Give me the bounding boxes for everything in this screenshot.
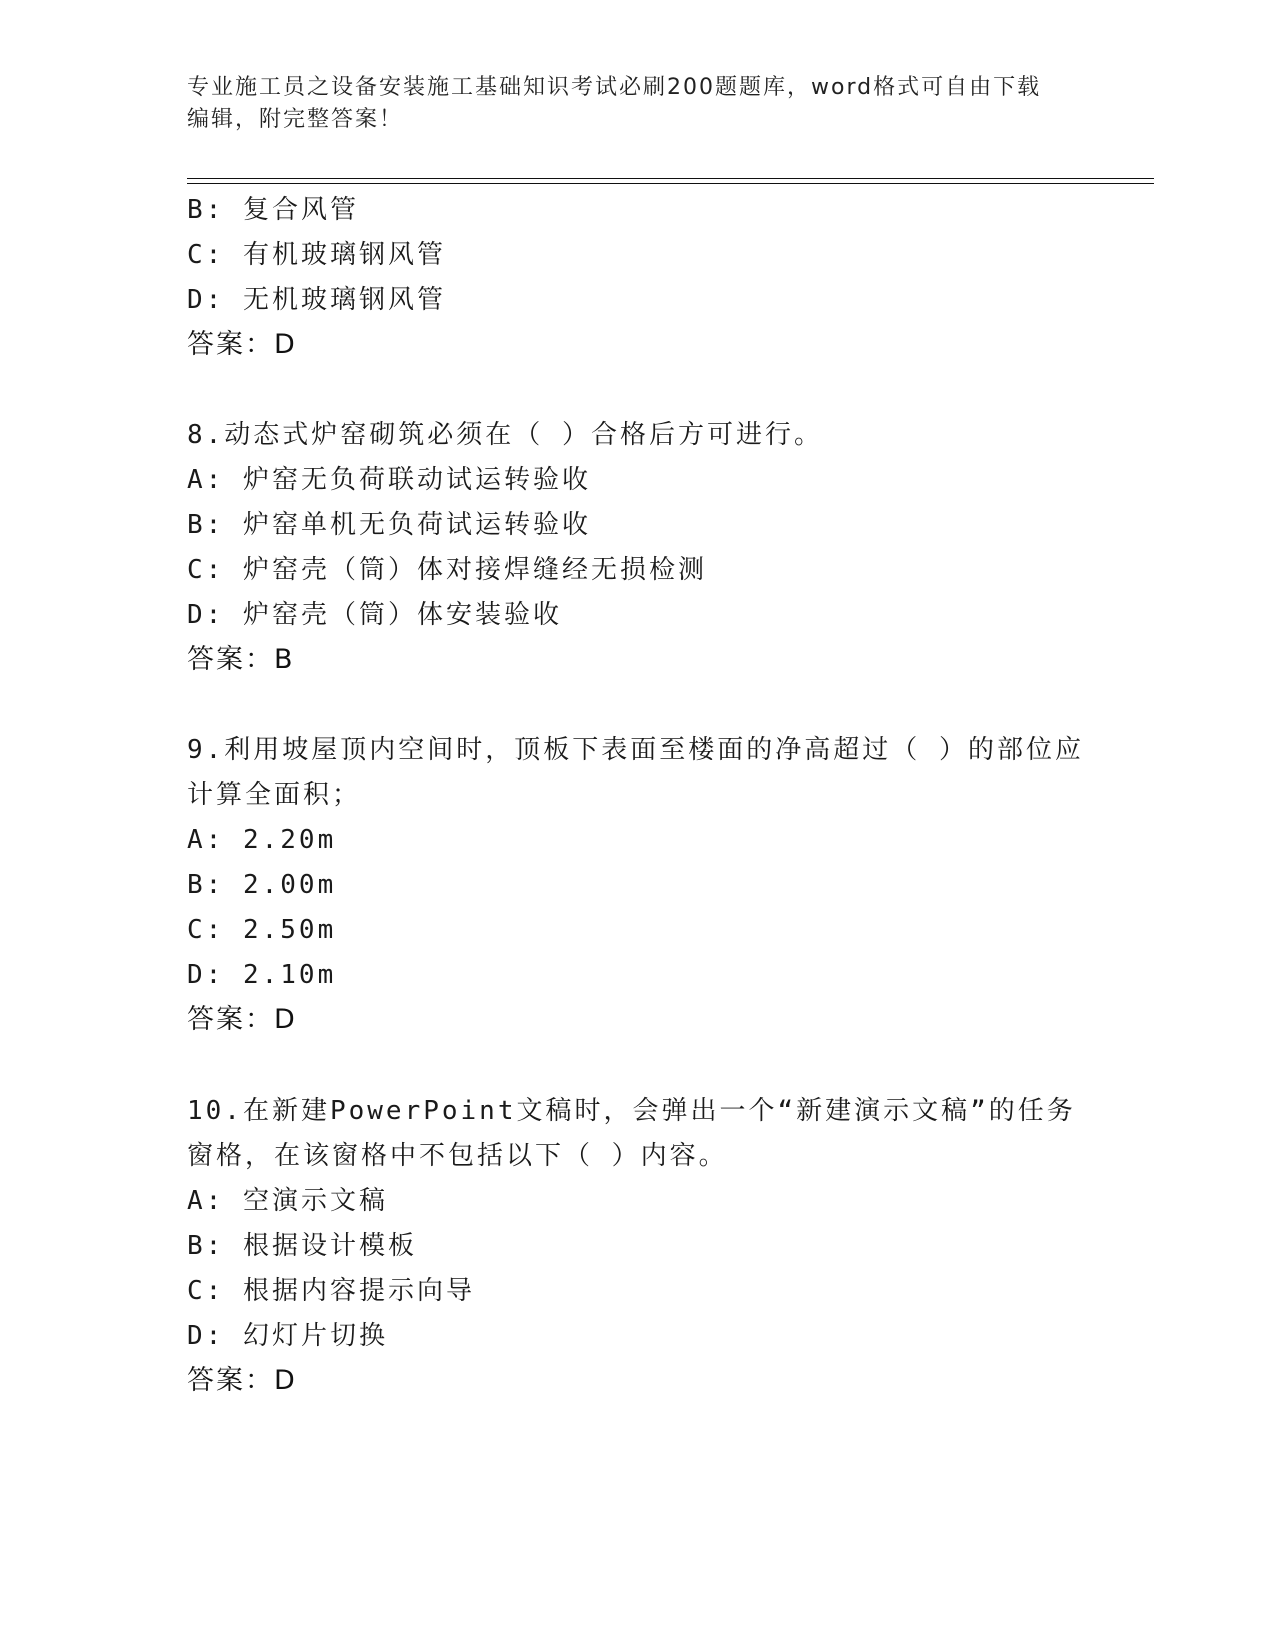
q7-option-c: C: 有机玻璃钢风管 [187,240,446,270]
q8-question: 8.动态式炉窑砌筑必须在（ ）合格后方可进行。 [187,420,823,450]
q10-option-a: A: 空演示文稿 [187,1186,388,1216]
q7-answer: 答案：D [187,329,297,360]
q9-option-b: B: 2.00m [187,870,337,900]
q7-option-d: D: 无机玻璃钢风管 [187,285,446,315]
document-header [187,72,1067,136]
q9-question-line-2: 计算全面积； [187,780,362,810]
q10-option-d: D: 幻灯片切换 [187,1321,388,1351]
header-title-line-2: 编辑，附完整答案！ [187,107,404,132]
q8-option-c: C: 炉窑壳（筒）体对接焊缝经无损检测 [187,555,707,585]
q8-option-d: D: 炉窑壳（筒）体安装验收 [187,600,562,630]
q9-question-line-1: 9.利用坡屋顶内空间时，顶板下表面至楼面的净高超过（ ）的部位应 [187,735,1084,765]
q7-option-b: B: 复合风管 [187,195,359,225]
q9-answer: 答案：D [187,1004,297,1035]
q10-option-c: C: 根据内容提示向导 [187,1276,475,1306]
q8-option-a: A: 炉窑无负荷联动试运转验收 [187,465,591,495]
q10-answer: 答案：D [187,1365,297,1396]
q8-answer: 答案：B [187,644,295,675]
header-divider-bottom [187,183,1154,184]
q10-option-b: B: 根据设计模板 [187,1231,417,1261]
q9-option-c: C: 2.50m [187,915,337,945]
q10-question-line-1: 10.在新建PowerPoint文稿时，会弹出一个“新建演示文稿”的任务 [187,1096,1076,1126]
q8-option-b: B: 炉窑单机无负荷试运转验收 [187,510,591,540]
q9-option-d: D: 2.10m [187,960,337,990]
header-divider-top [187,178,1154,179]
header-title-line-1: 专业施工员之设备安装施工基础知识考试必刷200题题库，word格式可自由下载 [187,75,1042,100]
q9-option-a: A: 2.20m [187,825,337,855]
q10-question-line-2: 窗格，在该窗格中不包括以下（ ）内容。 [187,1141,728,1171]
